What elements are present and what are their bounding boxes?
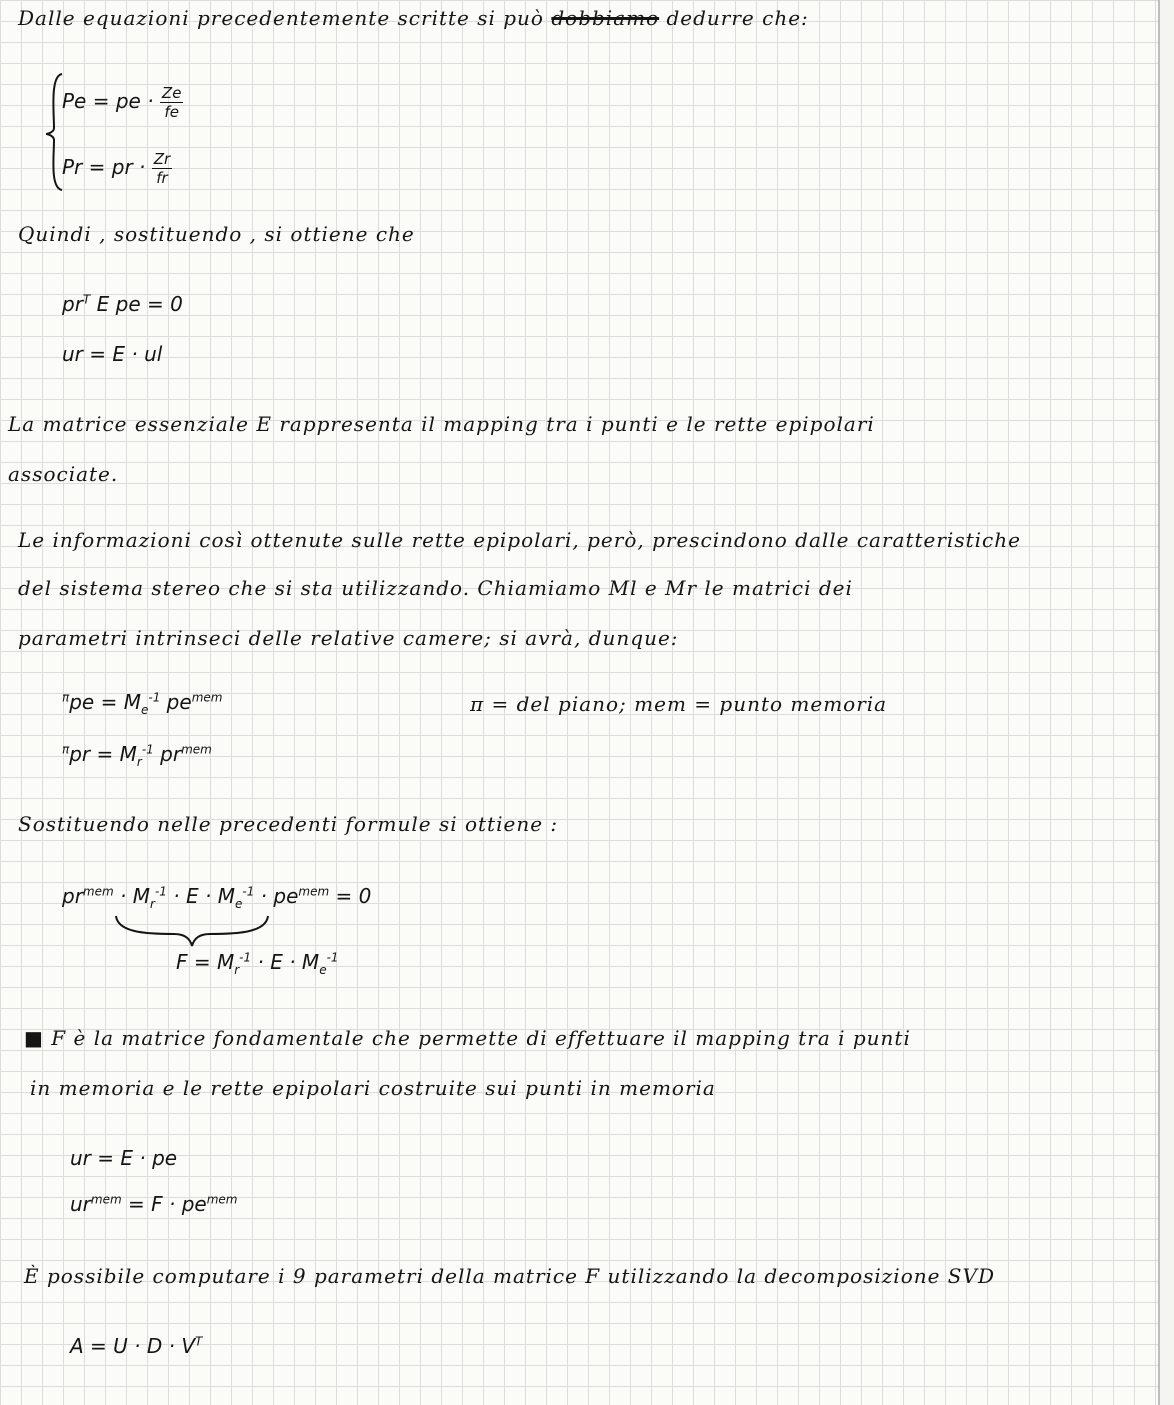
- equation-svd: [70, 1334, 202, 1358]
- eq8-b-sub: e: [319, 963, 327, 977]
- text-line-8: Sostituendo nelle precedenti formule si ottiene :: [18, 812, 559, 836]
- equation-ur-f: [70, 1192, 238, 1216]
- eq1-numerator: Ze: [161, 84, 182, 102]
- eq7-b: · M: [113, 884, 151, 908]
- text-line-9: [24, 1026, 911, 1050]
- text-line-6: del sistema stereo che si sta utilizzando. Chiamiamo Ml e Mr le matrici dei: [18, 576, 853, 600]
- eq1-fraction: [160, 84, 184, 121]
- equation-fundamental-product: [62, 884, 371, 911]
- text-line-5: Le informazioni così ottenute sulle rette epipolari, però, prescindono dalle caratteristiche: [18, 528, 1021, 552]
- eq10-b: = F · pe: [121, 1192, 207, 1216]
- eq7-a-mem: mem: [82, 884, 114, 899]
- text-line-9-content: F è la matrice fondamentale che permette di effettuare il mapping tra i punti: [51, 1026, 911, 1050]
- eq2-denominator: fr: [156, 169, 168, 187]
- eq8-a-sub: r: [234, 963, 240, 977]
- eq5-inverse: -1: [148, 690, 161, 705]
- eq3-base: pr: [62, 292, 83, 316]
- eq6-inverse: -1: [141, 742, 154, 757]
- equation-ur-e: ur = E · pe: [70, 1146, 178, 1170]
- eq3-transpose: T: [82, 292, 91, 307]
- text-line-4: associate.: [8, 462, 119, 486]
- eq6-p: pr: [153, 742, 182, 766]
- text-line-3: La matrice essenziale E rappresenta il mapping tra i punti e le rette epipolari: [8, 412, 875, 436]
- text-line-1a: Dalle equazioni precedentemente scritte si può: [18, 6, 544, 30]
- eq6-mem: mem: [181, 742, 212, 757]
- eq5-p: pe: [160, 690, 192, 714]
- eq2-fraction: [152, 150, 172, 187]
- eq6-pi: π: [62, 742, 70, 757]
- page-edge: [1158, 0, 1174, 1405]
- underbrace: [114, 914, 270, 948]
- eq7-d-mem: mem: [298, 884, 330, 899]
- eq7-a: pr: [62, 884, 83, 908]
- eq10-a: ur: [70, 1192, 91, 1216]
- equation-pe-plane: [62, 690, 222, 717]
- note-definitions: π = del piano; mem = punto memoria: [470, 692, 888, 716]
- eq8-a-inverse: -1: [239, 950, 252, 965]
- eq7-d: · pe: [254, 884, 299, 908]
- equation-f-definition: [176, 950, 339, 977]
- text-line-1b: dedurre che:: [666, 6, 809, 30]
- eq3-rest: E pe = 0: [90, 292, 183, 316]
- eq8-b: · E · M: [251, 950, 320, 974]
- strikethrough-word: dobbiamo: [551, 6, 660, 30]
- eq6-base: pr = M: [69, 742, 137, 766]
- text-line-10: in memoria e le rette epipolari costruite sui punti in memoria: [30, 1076, 716, 1100]
- eq5-pi: π: [62, 690, 70, 705]
- eq7-c-sub: e: [234, 897, 243, 911]
- eq8-b-inverse: -1: [326, 950, 339, 965]
- eq7-b-sub: r: [150, 897, 155, 911]
- eq7-e: = 0: [329, 884, 372, 908]
- eq5-mem: mem: [191, 690, 223, 705]
- eq11-transpose: T: [195, 1334, 203, 1349]
- text-line-1: [18, 6, 809, 30]
- eq5-base: pe = M: [69, 690, 141, 714]
- eq1-lhs: Pe = pe ·: [62, 89, 154, 113]
- eq7-b-inverse: -1: [154, 884, 167, 899]
- eq10-a-mem: mem: [90, 1192, 122, 1207]
- eq10-b-mem: mem: [206, 1192, 238, 1207]
- equation-epipolar: [62, 292, 183, 316]
- equation-pr: [62, 150, 172, 187]
- eq11-base: A = U · D · V: [70, 1334, 196, 1358]
- eq5-sub: e: [140, 703, 149, 717]
- eq7-c: · E · M: [166, 884, 235, 908]
- eq7-c-inverse: -1: [242, 884, 255, 899]
- text-line-11: È possibile computare i 9 parametri della matrice F utilizzando la decomposizione SVD: [24, 1264, 995, 1288]
- equation-pr-plane: [62, 742, 212, 769]
- equation-pe: [62, 84, 183, 121]
- equation-ur: ur = E · ul: [62, 342, 163, 366]
- eq6-sub: r: [136, 755, 142, 769]
- eq8-a: F = M: [176, 950, 235, 974]
- text-line-7: parametri intrinseci delle relative camere; si avrà, dunque:: [18, 626, 679, 650]
- text-line-2: Quindi , sostituendo , si ottiene che: [18, 222, 415, 246]
- eq2-lhs: Pr = pr ·: [62, 155, 146, 179]
- bullet-mark: ■: [24, 1026, 44, 1050]
- eq1-denominator: fe: [164, 103, 179, 121]
- eq2-numerator: Zr: [153, 150, 171, 168]
